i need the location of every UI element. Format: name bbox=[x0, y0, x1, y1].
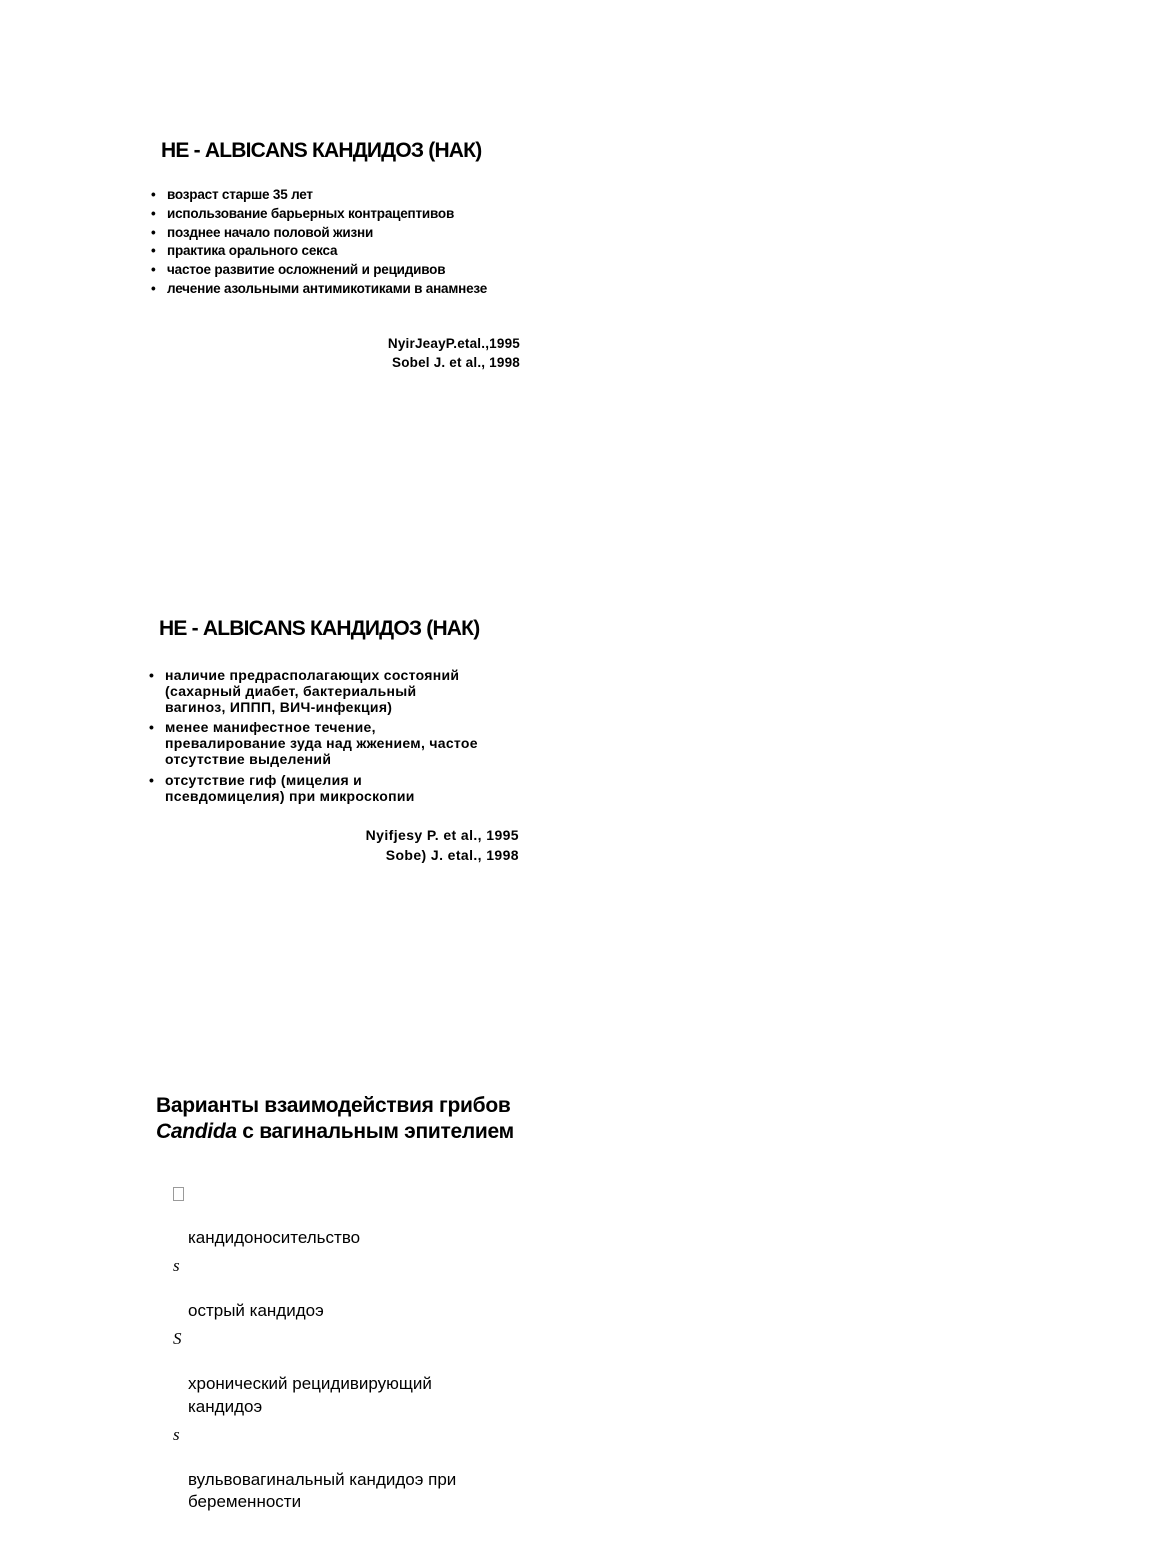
slide-2-title: НЕ - ALBICANS КАНДИДОЗ (НАК) bbox=[159, 617, 480, 640]
list-item: • частое развитие осложнений и рецидивов bbox=[151, 261, 487, 280]
list-item bbox=[173, 1182, 456, 1250]
reference: NyirJeayP.etal.,1995 bbox=[387, 336, 520, 351]
list-item: • отсутствие гиф (мицелия и псевдомицелия) при микроскопии bbox=[149, 773, 478, 805]
variant-text: вульвовагинальный кандидоэ при беременности bbox=[188, 1469, 457, 1511]
checkbox-glyph-icon bbox=[173, 1187, 184, 1201]
title-candida-italic: Candida bbox=[156, 1120, 237, 1143]
variant-text: кандидоносительство bbox=[188, 1228, 361, 1247]
reference: Nyifjesy P. et al., 1995 bbox=[365, 827, 519, 843]
list-item bbox=[173, 1328, 456, 1418]
reference: Sobel J. et al., 1998 bbox=[391, 355, 520, 370]
list-item bbox=[173, 1424, 456, 1514]
list-item: • наличие предрасполагающих состояний (сахарный диабет, бактериальный вагиноз, ИППП, ВИЧ-инфекция) bbox=[149, 668, 478, 715]
list-item: • менее манифестное течение, превалирование зуда над жжением, частое отсутствие выделений bbox=[149, 720, 478, 767]
slide-1-bullet-list bbox=[151, 186, 487, 299]
slide-1-references bbox=[388, 334, 520, 372]
slide-1-title: НЕ - ALBICANS КАНДИДОЗ (НАК) bbox=[161, 139, 482, 162]
title-line-2-rest: с вагинальным эпителием bbox=[236, 1120, 514, 1143]
list-item: • позднее начало половой жизни bbox=[151, 224, 487, 243]
slide-2-bullet-list bbox=[149, 668, 478, 809]
list-item: • использование барьерных контрацептивов bbox=[151, 205, 487, 224]
title-line-1: Варианты взаимодействия грибов bbox=[156, 1094, 511, 1117]
list-item: • возраст старше 35 лет bbox=[151, 186, 487, 205]
list-item bbox=[173, 1255, 456, 1323]
list-item: • лечение азольными антимикотиками в анамнезе bbox=[151, 280, 487, 299]
slide-2-references bbox=[366, 825, 519, 865]
variant-marker: S bbox=[173, 1329, 182, 1348]
variant-marker: s bbox=[173, 1256, 180, 1275]
list-item: • практика орального секса bbox=[151, 242, 487, 261]
variant-text: хронический рецидивирующий кандидоэ bbox=[188, 1374, 432, 1416]
variant-text: острый кандидоэ bbox=[188, 1301, 324, 1320]
slide-3-variant-list bbox=[173, 1182, 456, 1519]
reference: Sobe) J. etal., 1998 bbox=[385, 847, 519, 863]
slide-3-title bbox=[156, 1093, 514, 1145]
variant-marker: s bbox=[173, 1424, 180, 1444]
